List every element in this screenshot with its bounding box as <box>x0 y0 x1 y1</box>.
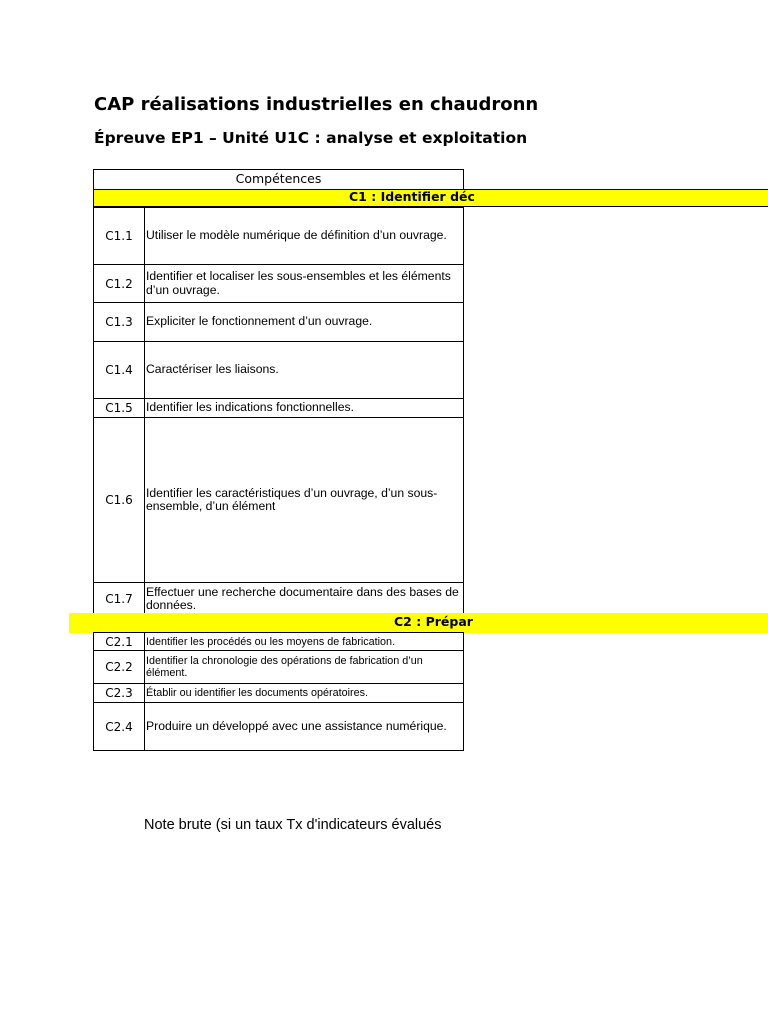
competence-description: Effectuer une recherche documentaire dans des bases de données. <box>146 584 459 612</box>
competence-code: C1.6 <box>105 493 133 507</box>
competence-code: C1.1 <box>105 229 133 243</box>
competence-code: C1.7 <box>105 592 133 606</box>
c1-column-divider <box>144 207 145 615</box>
competence-description: Identifier et localiser les sous-ensembles et les éléments d’un ouvrage. <box>146 269 451 297</box>
competence-code: C2.3 <box>105 686 133 700</box>
competence-description: Identifier la chronologie des opérations de fabrication d’un élément. <box>146 655 423 679</box>
section-banner-c1-label: C1 : Identifier déc <box>349 189 475 204</box>
competence-description: Expliciter le fonctionnement d’un ouvrage. <box>146 314 373 329</box>
competence-code: C1.5 <box>105 401 133 415</box>
competence-code: C1.2 <box>105 276 133 291</box>
competence-description: Identifier les indications fonctionnelles. <box>146 400 354 415</box>
raw-score-note: Note brute (si un taux Tx d'indicateurs évalués <box>144 817 442 833</box>
competence-description: Utiliser le modèle numérique de définition d’un ouvrage. <box>146 228 447 243</box>
document-subtitle: Épreuve EP1 – Unité U1C : analyse et exploitation <box>94 129 528 147</box>
competence-description: Identifier les caractéristiques d’un ouvrage, d’un sous-ensemble, d’un élément <box>146 485 438 513</box>
competence-description: Identifier les procédés ou les moyens de fabrication. <box>146 635 396 648</box>
document-title: CAP réalisations industrielles en chaudronn <box>94 94 539 115</box>
competence-code: C1.3 <box>105 315 133 329</box>
section-banner-c2-label: C2 : Prépar <box>394 614 473 629</box>
competence-code: C2.2 <box>105 660 133 674</box>
competence-description: Caractériser les liaisons. <box>146 362 279 377</box>
competence-code: C1.4 <box>105 363 133 377</box>
competence-description: Produire un développé avec une assistance numérique. <box>146 719 447 734</box>
competence-code: C2.1 <box>105 634 133 649</box>
competence-code: C2.4 <box>105 720 133 734</box>
competence-description: Établir ou identifier les documents opératoires. <box>146 687 369 699</box>
competences-header: Compétences <box>235 171 322 186</box>
